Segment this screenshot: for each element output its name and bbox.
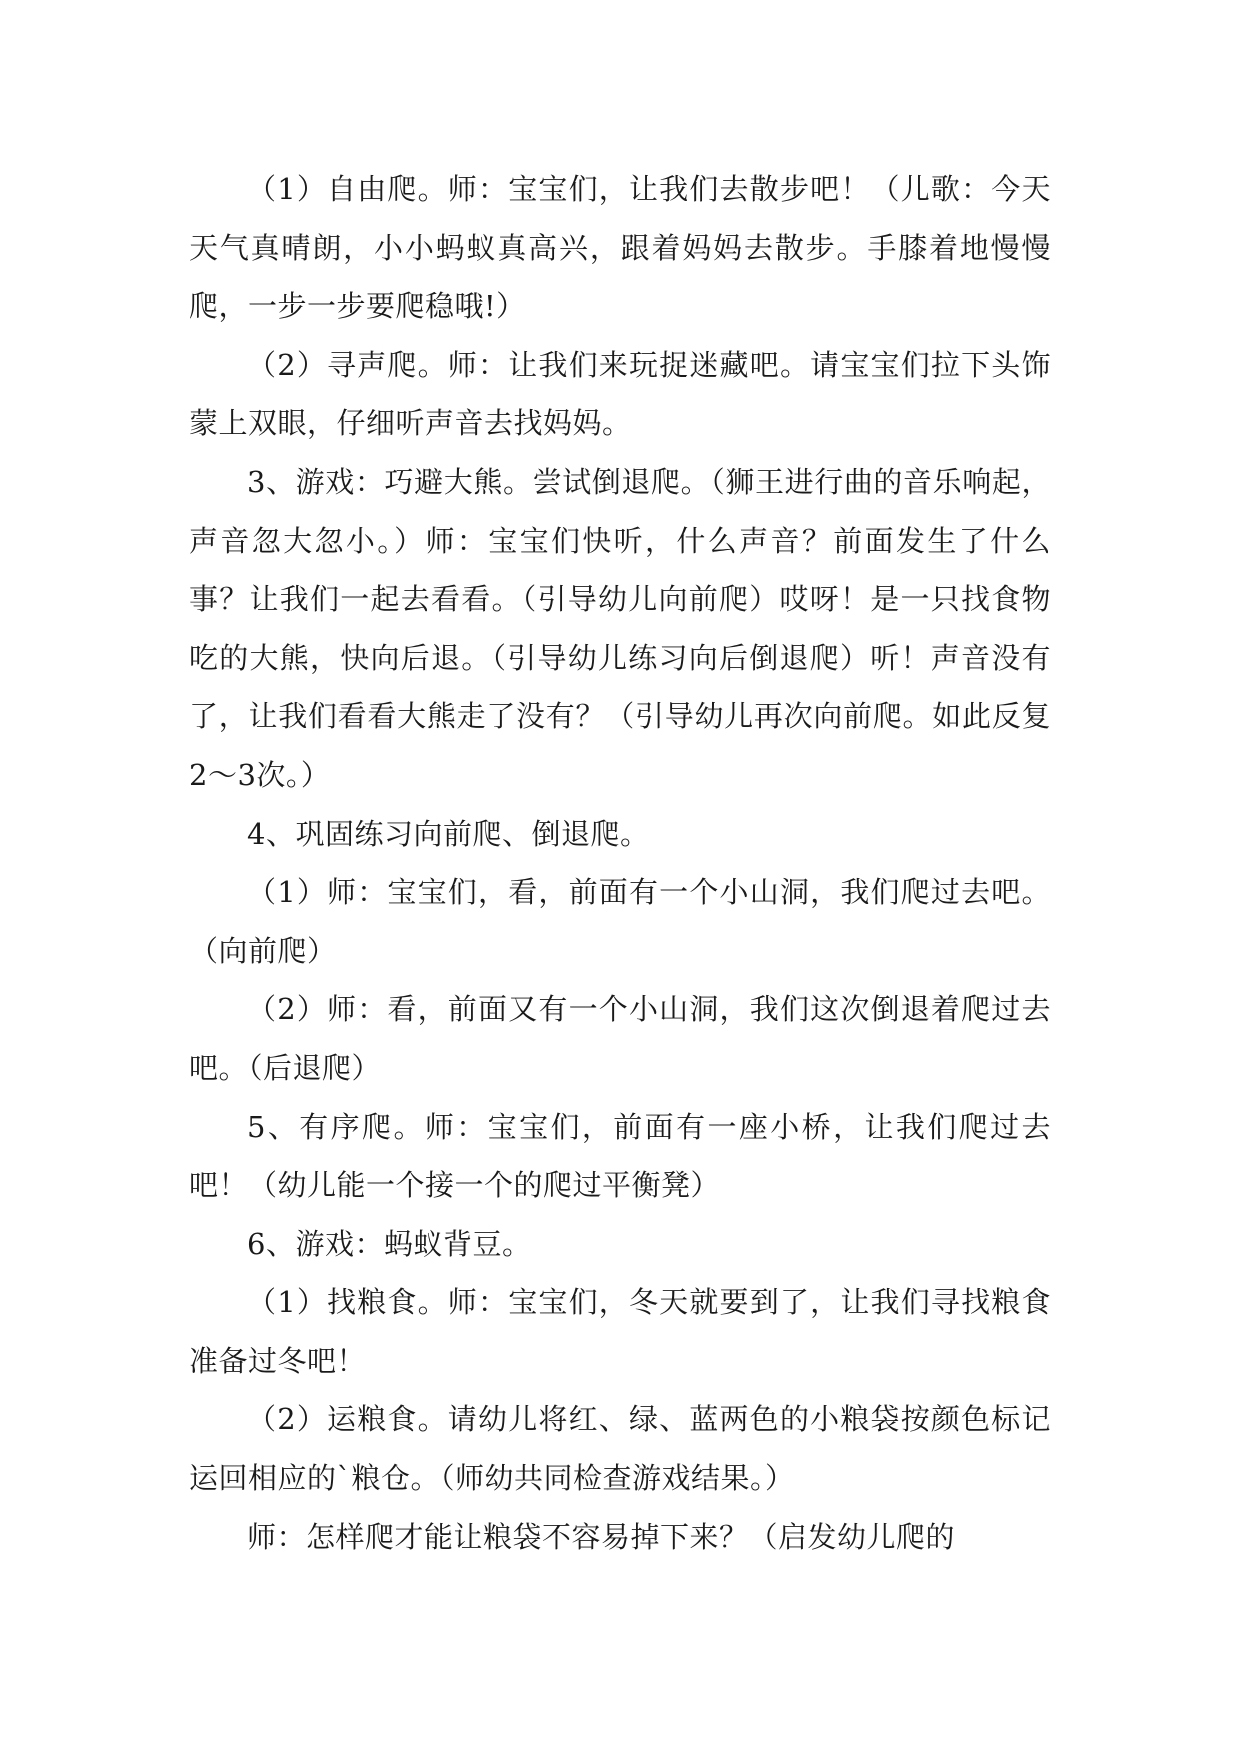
paragraph-practice-backward: （2）师：看，前面又有一个小山洞，我们这次倒退着爬过去吧。（后退爬）: [189, 992, 1051, 1085]
paragraph-sound-crawl: （2）寻声爬。师：让我们来玩捉迷藏吧。请宝宝们拉下头饰蒙上双眼，仔细听声音去找妈妈。: [189, 347, 1051, 441]
paragraph-practice-forward: （1）师：宝宝们，看，前面有一个小山洞，我们爬过去吧。（向前爬）: [189, 875, 1051, 968]
paragraph-consolidate-practice: 4、巩固练习向前爬、倒退爬。: [247, 816, 650, 851]
paragraph-carry-food: （2）运粮食。请幼儿将红、绿、蓝两色的小粮袋按颜色标记运回相应的`粮仓。（师幼共同检查游戏结果。）: [189, 1402, 1051, 1496]
paragraph-teacher-question: 师：怎样爬才能让粮袋不容易掉下来？（启发幼儿爬的: [247, 1519, 956, 1554]
paragraph-orderly-crawl: 5、有序爬。师：宝宝们，前面有一座小桥，让我们爬过去吧！（幼儿能一个接一个的爬过平衡凳）: [189, 1109, 1051, 1203]
paragraph-find-food: （1）找粮食。师：宝宝们，冬天就要到了，让我们寻找粮食准备过冬吧！: [189, 1285, 1051, 1378]
paragraph-avoid-bear-game: 3、游戏：巧避大熊。尝试倒退爬。（狮王进行曲的音乐响起，声音忽大忽小。）师：宝宝们快听，什么声音？前面发生了什么事？让我们一起去看看。（引导幼儿向前爬）哎呀！是一只找食物吃的大熊，快向后退。（引导幼儿练习向后倒退爬）听！声音没有了，让我们看看大熊走了没有？（引导幼儿再次向前爬。如此反复2～3次。）: [189, 464, 1051, 792]
paragraph-free-crawl: （1）自由爬。师：宝宝们，让我们去散步吧！（儿歌：今天天气真晴朗，小小蚂蚁真高兴，跟着妈妈去散步。手膝着地慢慢爬，一步一步要爬稳哦!）: [189, 172, 1051, 324]
paragraph-ant-carry-beans: 6、游戏：蚂蚁背豆。: [247, 1226, 532, 1261]
document-body: [189, 160, 1051, 1566]
